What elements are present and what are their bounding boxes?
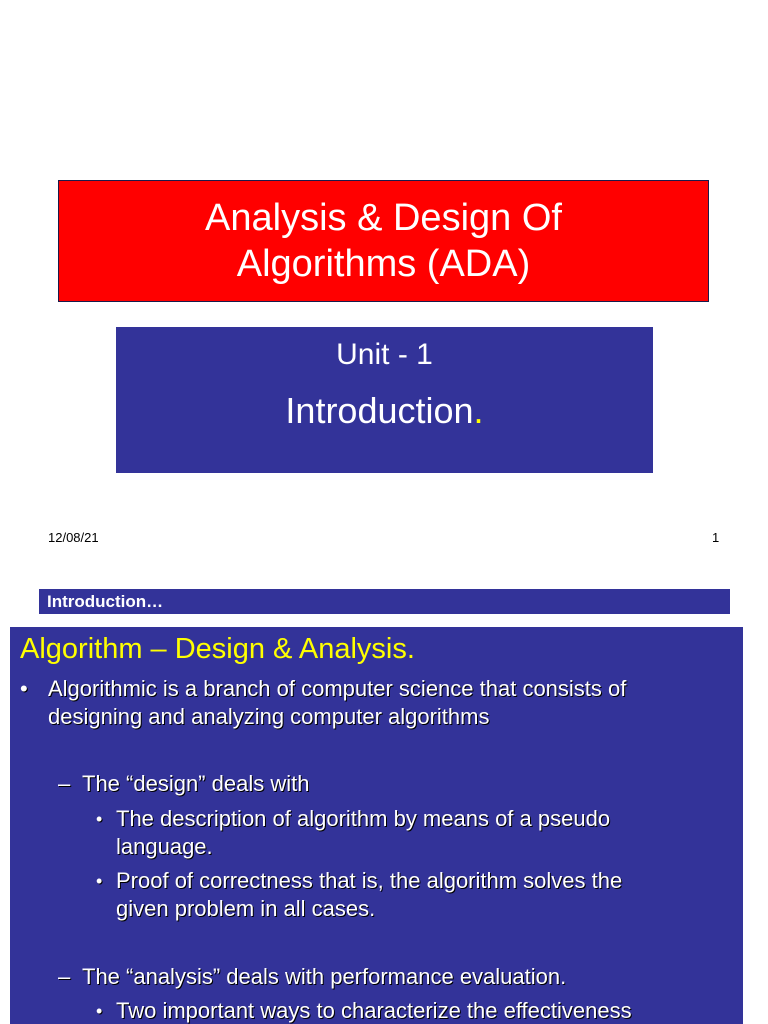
bullet-design-item-2 (96, 867, 741, 923)
slide-date: 12/08/21 (48, 530, 99, 545)
bullet-line-1: The description of algorithm by means of a pseudo (116, 806, 611, 831)
bullet-mark: • (96, 809, 103, 829)
dash-mark: – (58, 771, 71, 796)
slide-page-number: 1 (712, 530, 720, 545)
subtitle-text: Introduction (285, 390, 474, 431)
bullet-line-2: given problem in all cases. (116, 896, 376, 921)
section-header-bar: Introduction… (39, 589, 730, 614)
bullet-design (58, 770, 738, 798)
bullet-mark: • (20, 676, 28, 701)
bullet-design-item-1 (96, 805, 741, 861)
bullet-line-1: Proof of correctness that is, the algorithm solves the (116, 868, 623, 893)
bullet-line-2: designing and analyzing computer algorithms (48, 704, 490, 729)
unit-label: Unit - 1 (336, 338, 433, 371)
bullet-line-2: language. (116, 834, 213, 859)
bullet-design-text: The “design” deals with (82, 771, 310, 796)
bullet-mark: • (96, 871, 103, 891)
subtitle (116, 389, 653, 433)
bullet-algorithmic (20, 675, 740, 731)
bullet-analysis-item-1 (96, 997, 741, 1024)
content-title: Algorithm – Design & Analysis. (20, 633, 415, 665)
unit-box (116, 327, 653, 473)
bullet-line-1: Algorithmic is a branch of computer science that consists of (48, 676, 627, 701)
content-box (10, 627, 743, 1024)
subtitle-dot: . (473, 390, 484, 431)
dash-mark: – (58, 964, 71, 989)
bullet-analysis-text: The “analysis” deals with performance evaluation. (82, 964, 567, 989)
slide-title-line-1: Analysis & Design Of (205, 197, 562, 239)
bullet-line-1: Two important ways to characterize the effectiveness (116, 998, 632, 1023)
bullet-mark: • (96, 1001, 103, 1021)
bullet-analysis (58, 963, 738, 991)
slide-title-line-2: Algorithms (ADA) (236, 243, 531, 285)
slide-title-box (58, 180, 709, 302)
